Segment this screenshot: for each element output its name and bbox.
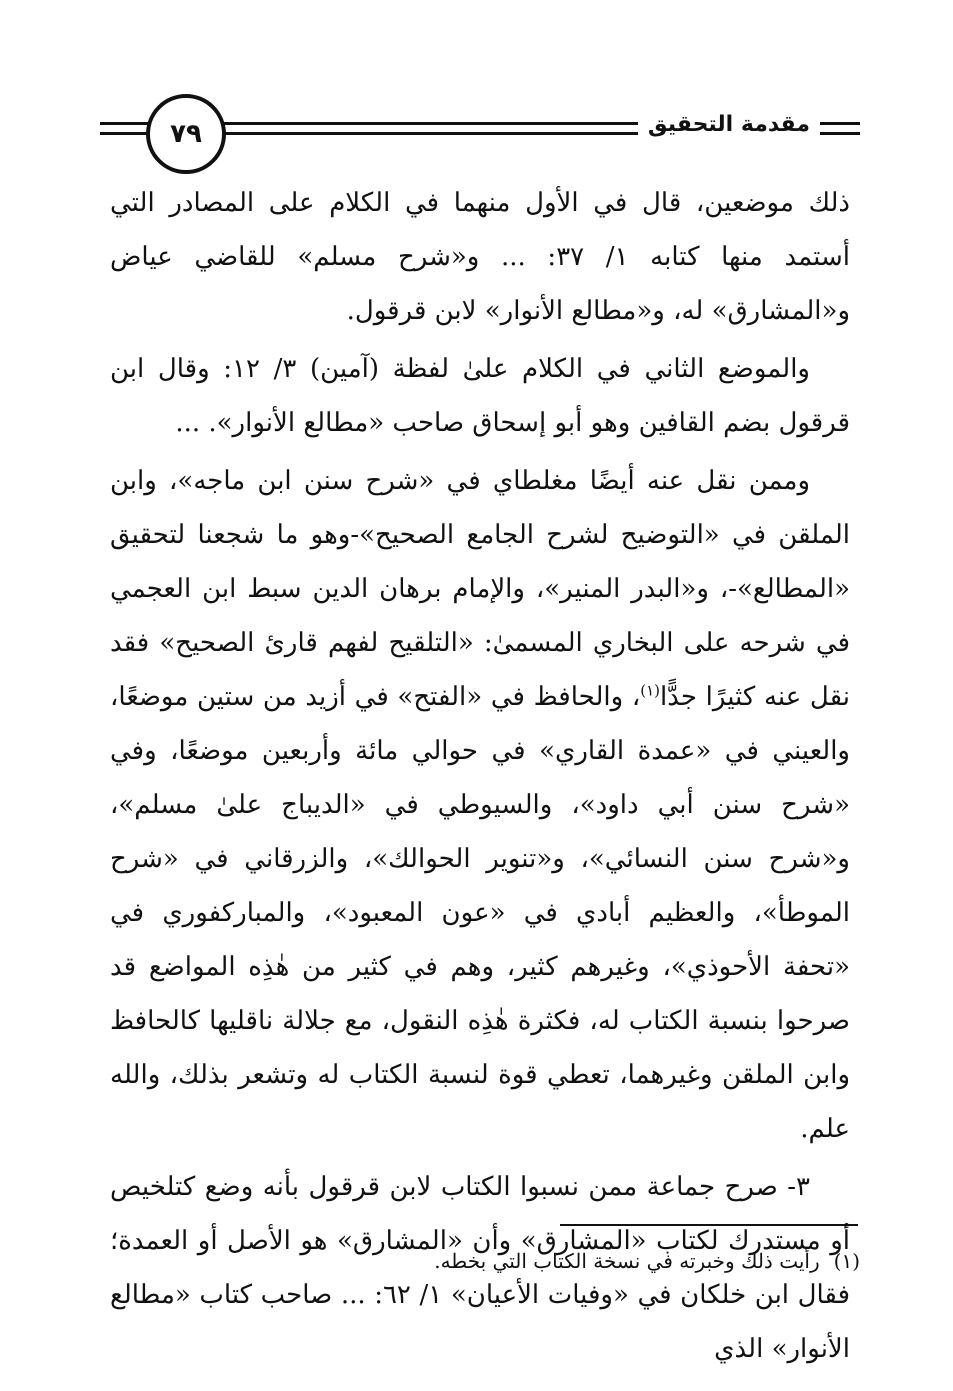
paragraph-2: والموضع الثاني في الكلام علىٰ لفظة (آمين) ٣/ ١٢: وقال ابن قرقول بضم القافين وهو أبو إسحاق صاحب «مطالع الأنوار». ... bbox=[110, 354, 850, 438]
paragraph-4: ٣- صرح جماعة ممن نسبوا الكتاب لابن قرقول بأنه وضع كتلخيص أو مستدرك لكتاب «المشارق» وأن «المشارق» هو الأصل أو العمدة؛ فقال ابن خلكان في «وفيات الأعيان» ١/ ٦٢: ... صاحب كتاب «مطالع الأنوار» الذي bbox=[110, 1172, 851, 1364]
footnote bbox=[110, 1246, 860, 1276]
footnote-separator bbox=[560, 1224, 858, 1226]
footnote-text: رأيت ذلك وخبرته في نسخة الكتاب التي بخطه. bbox=[434, 1249, 820, 1273]
page-header bbox=[100, 92, 860, 172]
footnote-number: (١) bbox=[833, 1249, 860, 1273]
page-number: ٧٩ bbox=[146, 94, 226, 174]
main-text bbox=[110, 176, 850, 1380]
paragraph-1: ذلك موضعين، قال في الأول منهما في الكلام على المصادر التي أستمد منها كتابه ١/ ٣٧: ... و«شرح مسلم» للقاضي عياض و«المشارق» له، و«مطالع الأنوار» لابن قرقول. bbox=[110, 188, 850, 326]
paragraph-3-part-a: وممن نقل عنه أيضًا مغلطاي في «شرح سنن ابن ماجه»، وابن الملقن في «التوضيح لشرح الجامع الصحيح»-وهو ما شجعنا لتحقيق «المطالع»-، و«البدر المنير»، والإمام برهان الدين سبط ابن العجمي في شرحه على البخاري المسمىٰ: «التلقيح لفهم قارئ الصحيح» فقد نقل عنه كثيرًا جدًّا bbox=[110, 466, 850, 712]
footnote-reference[interactable]: (١) bbox=[640, 681, 660, 700]
paragraph-3-part-b: ، والحافظ في «الفتح» في أزيد من ستين موضعًا، والعيني في «عمدة القاري» في حوالي مائة وأربعين موضعًا، وفي «شرح سنن أبي داود»، والسيوطي في «الديباج علىٰ مسلم»، و«شرح سنن النسائي»، و«تنوير الحوالك»، والزرقاني في «شرح الموطأ»، والعظيم أبادي في «عون المعبود»، والمباركفوري في «تحفة الأحوذي»، وغيرهم كثير، وهم في كثير من هٰذِه المواضع قد صرحوا بنسبة الكتاب له، فكثرة هٰذِه النقول، مع جلالة ناقليها كالحافظ وابن الملقن وغيرهما، تعطي قوة لنسبة الكتاب له وتشعر بذلك، والله علم. bbox=[110, 682, 850, 1144]
section-title: مقدمة التحقيق bbox=[638, 112, 820, 137]
paragraph-3 bbox=[110, 454, 850, 1156]
